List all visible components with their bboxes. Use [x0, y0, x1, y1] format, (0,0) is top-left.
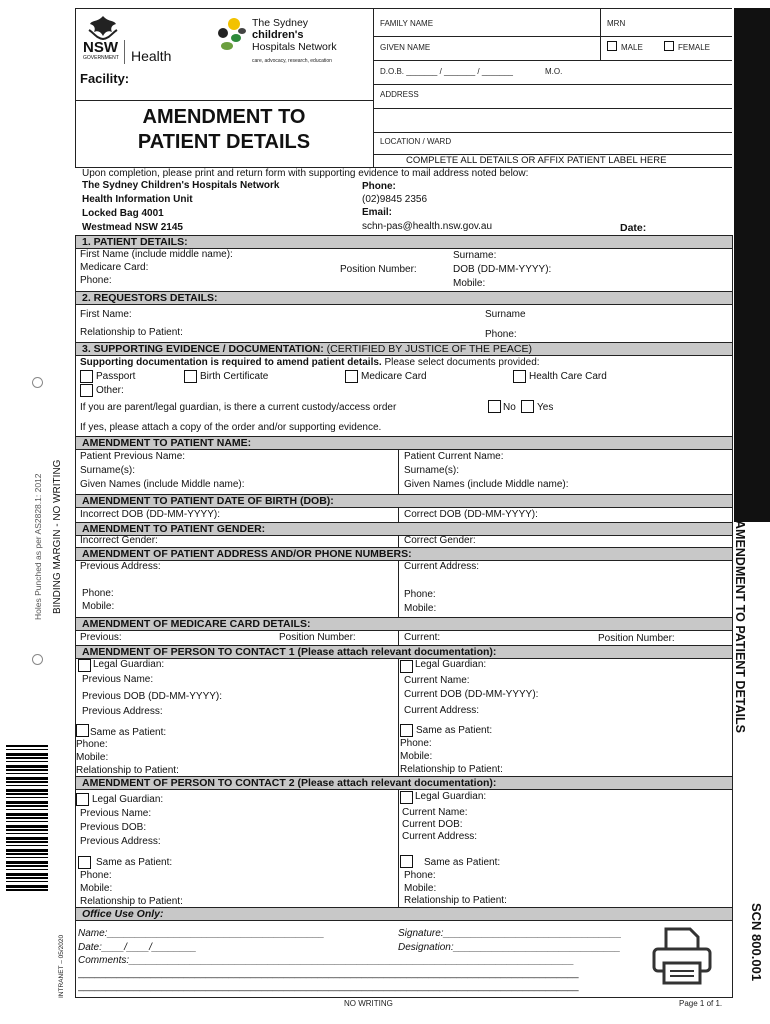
amend-address-header: AMENDMENT OF PATIENT ADDRESS AND/OR PHONE NUMBERS: [76, 547, 732, 561]
office-comments: Comments:________________________________________________________________________________ [78, 955, 575, 966]
mrn-label: MRN [607, 19, 626, 28]
amend-medicare-header: AMENDMENT OF MEDICARE CARD DETAILS: [76, 617, 732, 631]
given-name-label: GIVEN NAME [380, 43, 431, 52]
c1-prev-legal-label: Legal Guardian: [93, 659, 165, 670]
office-name: Name:_______________________________________ [78, 928, 325, 939]
nsw-waratah-logo [86, 16, 120, 40]
male-label: MALE [621, 43, 643, 52]
email-address[interactable]: schn-pas@health.nsw.gov.au [362, 221, 493, 232]
dob-label: D.O.B. _______ / _______ / _______ [380, 67, 513, 76]
barcode [6, 745, 48, 893]
curr-surnames-label: Surname(s): [404, 465, 460, 476]
birth-cert-label: Birth Certificate [200, 371, 269, 382]
network-name-line3: Hospitals Network [252, 41, 337, 53]
network-name-line1: The Sydney [252, 17, 309, 29]
previous-address-label: Previous Address: [80, 561, 161, 572]
c2-curr-legal-checkbox[interactable] [400, 791, 413, 804]
c1-curr-same-label: Same as Patient: [416, 725, 493, 736]
s2-phone: Phone: [485, 329, 517, 340]
mo-label: M.O. [545, 67, 563, 76]
s2-relationship: Relationship to Patient: [80, 327, 183, 338]
male-checkbox[interactable] [607, 41, 617, 51]
email-label: Email: [362, 207, 393, 218]
c2-prev-legal-label: Legal Guardian: [92, 794, 164, 805]
suburb: Westmead NSW 2145 [82, 222, 183, 233]
s1-dob: DOB (DD-MM-YYYY): [453, 264, 552, 275]
form-title-line2: PATIENT DETAILS [137, 131, 311, 153]
custody-question: If you are parent/legal guardian, is there a current custody/access order [80, 402, 397, 413]
footer-no-writing: NO WRITING [344, 999, 393, 1008]
patient-details-header: 1. PATIENT DETAILS: [76, 235, 732, 249]
footer-page-number: Page 1 of 1. [679, 999, 723, 1008]
c1-prev-dob: Previous DOB (DD-MM-YYYY): [82, 691, 223, 702]
form-code: SCN 800.001 [749, 903, 764, 982]
custody-yes-checkbox[interactable] [521, 400, 534, 413]
addr-prev-mobile: Mobile: [82, 601, 115, 612]
office-designation: Designation:______________________________ [398, 942, 621, 953]
side-tab [734, 8, 770, 522]
birth-cert-checkbox[interactable] [184, 370, 197, 383]
address-label: ADDRESS [380, 90, 419, 99]
office-comment-rule-2: __________________________________________________________________________________________ [78, 981, 579, 992]
c2-curr-rel: Relationship to Patient: [404, 895, 507, 906]
punch-hole-bottom [32, 654, 43, 665]
prev-name-label: Patient Previous Name: [80, 451, 186, 462]
passport-label: Passport [96, 371, 136, 382]
c2-prev-rel: Relationship to Patient: [80, 896, 183, 907]
supporting-evidence-header [76, 342, 732, 356]
form-title-line1: AMENDMENT TO [142, 106, 306, 128]
medicare-current-label: Current: [404, 632, 441, 643]
addr-prev-phone: Phone: [82, 588, 114, 599]
c1-prev-mobile: Mobile: [76, 752, 109, 763]
office-date: Date:____/____/________ [78, 942, 197, 953]
s3-title-bold: 3. SUPPORTING EVIDENCE / DOCUMENTATION: [82, 343, 324, 355]
holes-punched-note: Holes Punched as per AS2828.1: 2012 [33, 473, 43, 620]
amend-gender-header: AMENDMENT TO PATIENT GENDER: [76, 522, 732, 536]
medicare-prev-position-label: Position Number: [279, 632, 356, 643]
c2-curr-same-label: Same as Patient: [424, 857, 501, 868]
incorrect-gender-label: Incorrect Gender: [80, 535, 158, 546]
punch-hole-top [32, 377, 43, 388]
c2-curr-mobile: Mobile: [404, 883, 437, 894]
c2-prev-same-checkbox[interactable] [78, 856, 91, 869]
phone-label: Phone: [362, 181, 396, 192]
s2-surname: Surname [485, 309, 526, 320]
other-checkbox[interactable] [80, 384, 93, 397]
c2-curr-dob: Current DOB: [402, 819, 463, 830]
amend-contact2-header: AMENDMENT OF PERSON TO CONTACT 2 (Please attach relevant documentation): [76, 776, 732, 790]
other-label: Other: [96, 385, 124, 396]
facility-label: Facility: [80, 71, 130, 86]
curr-given-label: Given Names (include Middle name): [404, 479, 569, 490]
c1-curr-address: Current Address: [404, 705, 480, 716]
custody-yes-label: Yes [537, 402, 554, 413]
c1-prev-name: Previous Name: [82, 674, 154, 685]
c1-prev-phone: Phone: [76, 739, 108, 750]
office-use-header: Office Use Only: [76, 907, 732, 921]
health-logo-text: Health [131, 48, 172, 64]
prev-surnames-label: Surname(s): [80, 465, 136, 476]
location-ward-label: LOCATION / WARD [380, 137, 452, 146]
complete-all-details-note: COMPLETE ALL DETAILS OR AFFIX PATIENT LABEL HERE [406, 155, 667, 166]
childrens-network-logo [212, 18, 248, 52]
amend-dob-header: AMENDMENT TO PATIENT DATE OF BIRTH (DOB): [76, 494, 732, 508]
c1-curr-name: Current Name: [404, 675, 470, 686]
c2-prev-phone: Phone: [80, 870, 112, 881]
female-checkbox[interactable] [664, 41, 674, 51]
prev-given-label: Given Names (include Middle name): [80, 479, 245, 490]
addr-curr-mobile: Mobile: [404, 603, 437, 614]
correct-gender-label: Correct Gender: [404, 535, 476, 546]
health-care-card-label: Health Care Card [529, 371, 607, 382]
c1-curr-mobile: Mobile: [400, 751, 433, 762]
medicare-curr-position-label: Position Number: [598, 633, 675, 644]
c1-prev-same-checkbox[interactable] [76, 724, 89, 737]
c2-curr-phone: Phone: [404, 870, 436, 881]
c1-curr-legal-label: Legal Guardian: [415, 659, 487, 670]
printer-icon[interactable] [650, 925, 714, 987]
c2-prev-same-label: Same as Patient: [96, 857, 173, 868]
medicare-previous-label: Previous: [80, 632, 122, 643]
attach-order-note: If yes, please attach a copy of the order and/or supporting evidence. [80, 422, 382, 433]
c1-curr-phone: Phone: [400, 738, 432, 749]
custody-no-checkbox[interactable] [488, 400, 501, 413]
c2-curr-same-checkbox[interactable] [400, 855, 413, 868]
org-name: The Sydney Children's Hospitals Network [82, 180, 280, 191]
c1-prev-rel: Relationship to Patient: [76, 765, 179, 776]
network-tagline: care, advocacy, research, education [252, 58, 332, 64]
c2-curr-legal-label: Legal Guardian: [415, 791, 487, 802]
c2-curr-address: Current Address: [402, 831, 478, 842]
s3-title-rest: (CERTIFIED BY JUSTICE OF THE PEACE) [323, 343, 533, 355]
amend-name-header: AMENDMENT TO PATIENT NAME: [76, 436, 732, 450]
side-tab-title: AMENDMENT TO PATIENT DETAILS [733, 520, 747, 733]
c1-curr-dob: Current DOB (DD-MM-YYYY): [404, 689, 539, 700]
c2-prev-name: Previous Name: [80, 808, 152, 819]
office-signature: Signature:________________________________ [398, 928, 622, 939]
c1-prev-address: Previous Address: [82, 706, 163, 717]
custody-no-label: No [503, 402, 516, 413]
s3-required-bold: Supporting documentation is required to amend patient details. [80, 357, 382, 368]
family-name-label: FAMILY NAME [380, 19, 434, 28]
nsw-government-text: GOVERNMENT [83, 55, 119, 61]
network-name-line2: children's [252, 29, 304, 41]
intranet-date: INTRANET – 05/2020 [58, 934, 65, 998]
c1-curr-same-checkbox[interactable] [400, 724, 413, 737]
unit-name: Health Information Unit [82, 194, 193, 205]
passport-checkbox[interactable] [80, 370, 93, 383]
medicare-card-label: Medicare Card [361, 371, 427, 382]
c1-curr-legal-checkbox[interactable] [400, 660, 413, 673]
nsw-logo-text: NSW [83, 39, 118, 56]
correct-dob-label: Correct DOB (DD-MM-YYYY): [404, 509, 538, 520]
female-label: FEMALE [678, 43, 711, 52]
s3-required [80, 357, 540, 369]
curr-name-label: Patient Current Name: [404, 451, 504, 462]
c2-prev-legal-checkbox[interactable] [76, 793, 89, 806]
c1-prev-same-label: Same as Patient: [90, 727, 167, 738]
health-care-card-checkbox[interactable] [513, 370, 526, 383]
c2-prev-dob: Previous DOB: [80, 822, 147, 833]
c2-prev-address: Previous Address: [80, 836, 161, 847]
s2-first-name: First Name: [80, 309, 132, 320]
s1-position: Position Number: [340, 264, 417, 275]
c2-prev-mobile: Mobile: [80, 883, 113, 894]
s1-mobile: Mobile: [453, 278, 486, 289]
office-comment-rule-1: __________________________________________________________________________________________ [78, 968, 579, 979]
phone-number: (02)9845 2356 [362, 194, 428, 205]
s1-first-name: First Name (include middle name): [80, 249, 233, 260]
incorrect-dob-label: Incorrect DOB (DD-MM-YYYY): [80, 509, 221, 520]
locked-bag: Locked Bag 4001 [82, 208, 164, 219]
s3-required-rest: Please select documents provided: [381, 357, 540, 368]
amend-contact1-header: AMENDMENT OF PERSON TO CONTACT 1 (Please attach relevant documentation): [76, 645, 732, 659]
c1-curr-rel: Relationship to Patient: [400, 764, 503, 775]
binding-margin-note: BINDING MARGIN - NO WRITING [52, 459, 63, 614]
s1-surname: Surname: [453, 250, 497, 261]
s1-medicare: Medicare Card: [80, 262, 149, 273]
current-address-label: Current Address: [404, 561, 480, 572]
c1-prev-legal-checkbox[interactable] [78, 659, 91, 672]
c2-curr-name: Current Name: [402, 807, 468, 818]
return-instruction: Upon completion, please print and return form with supporting evidence to mail address noted below: [82, 168, 529, 179]
medicare-card-checkbox[interactable] [345, 370, 358, 383]
date-label: Date: [620, 222, 647, 234]
s1-phone: Phone: [80, 275, 112, 286]
requestors-details-header: 2. REQUESTORS DETAILS: [76, 291, 732, 305]
addr-curr-phone: Phone: [404, 589, 436, 600]
